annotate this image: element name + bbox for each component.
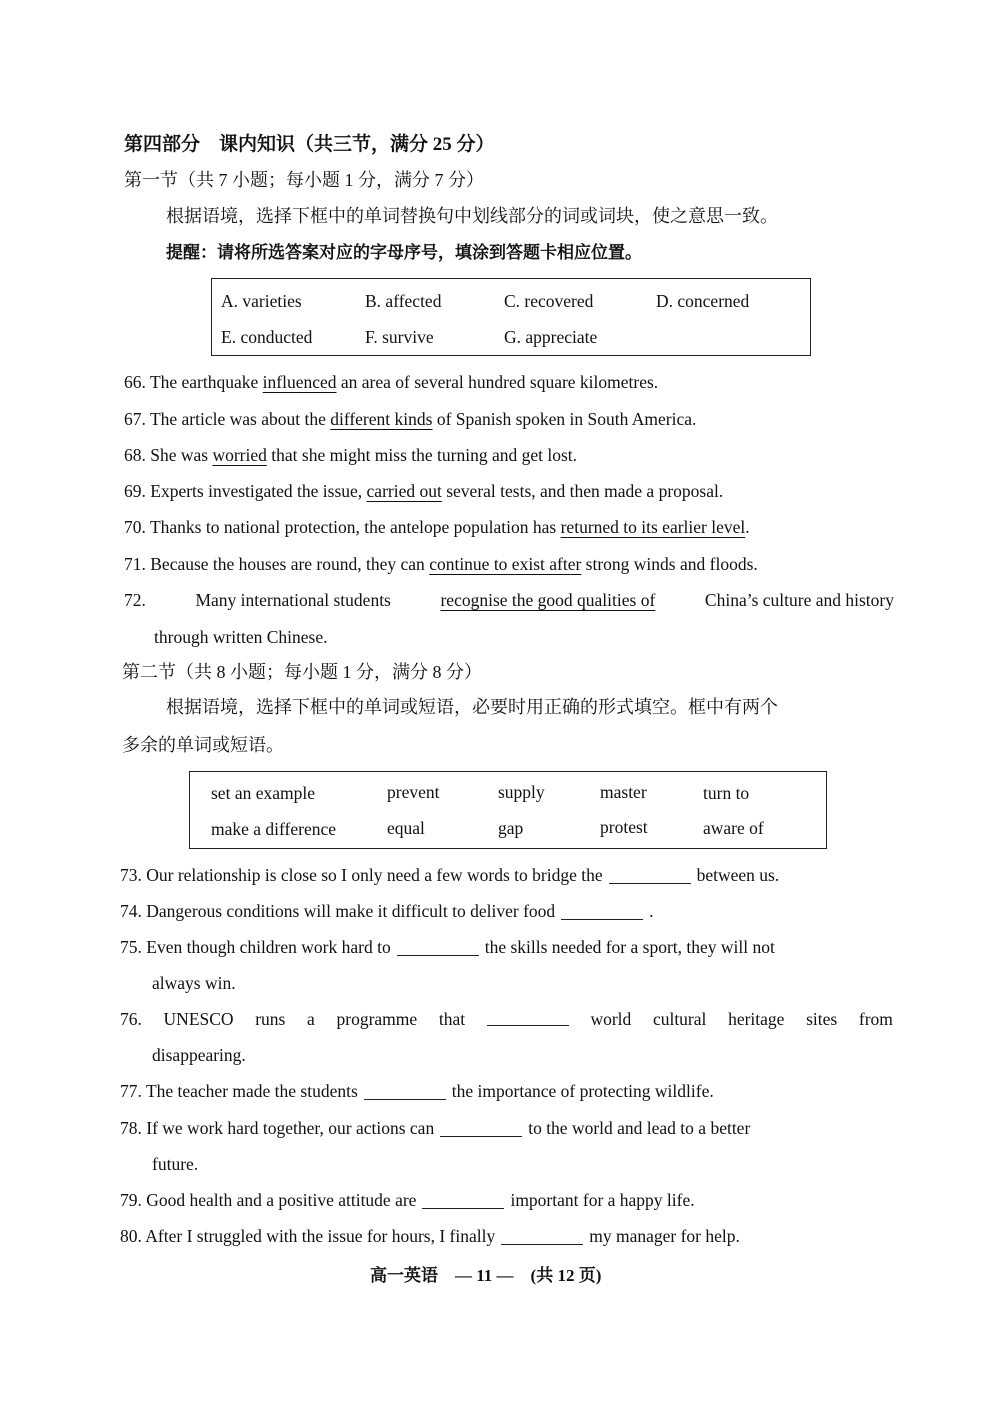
answer-blank	[440, 1122, 522, 1137]
underlined-phrase: continue to exist after	[429, 554, 582, 574]
question-76-line2: disappearing.	[152, 1045, 246, 1065]
section1-title: 第一节（共 7 小题；每小题 1 分，满分 7 分）	[124, 170, 484, 190]
option-a: A. varieties	[221, 291, 302, 311]
answer-blank	[501, 1230, 583, 1245]
answer-blank	[422, 1194, 504, 1209]
word-aware-of: aware of	[703, 818, 764, 838]
word-master: master	[600, 782, 647, 802]
word-bank-box	[189, 771, 827, 849]
question-78-line2: future.	[152, 1154, 199, 1174]
underlined-phrase: influenced	[262, 372, 337, 392]
underlined-phrase: carried out	[366, 481, 442, 501]
section1-reminder: 提醒：请将所选答案对应的字母序号，填涂到答题卡相应位置。	[166, 243, 642, 262]
question-77: 77. The teacher made the students the importance of protecting wildlife.	[120, 1081, 714, 1101]
underlined-phrase: recognise the good qualities of	[440, 590, 656, 610]
underlined-phrase: worried	[212, 445, 267, 465]
word-equal: equal	[387, 818, 425, 838]
answer-blank	[561, 905, 643, 920]
question-67: 67. The article was about the different kinds of Spanish spoken in South America.	[124, 409, 697, 429]
question-76: 76. UNESCO runs a programme that world cultural heritage sites from	[120, 1009, 893, 1029]
section1-instruction: 根据语境，选择下框中的单词替换句中划线部分的词或词块，使之意思一致。	[166, 206, 778, 226]
option-g: G. appreciate	[504, 327, 598, 347]
question-72-line2: through written Chinese.	[154, 627, 328, 647]
question-73: 73. Our relationship is close so I only need a few words to bridge the between us.	[120, 865, 780, 885]
question-66: 66. The earthquake influenced an area of several hundred square kilometres.	[124, 372, 659, 392]
question-69: 69. Experts investigated the issue, carried out several tests, and then made a proposal.	[124, 481, 724, 501]
answer-blank	[397, 941, 479, 956]
question-80: 80. After I struggled with the issue for hours, I finally my manager for help.	[120, 1226, 740, 1246]
question-79: 79. Good health and a positive attitude are important for a happy life.	[120, 1190, 695, 1210]
section2-instruction: 根据语境，选择下框中的单词或短语，必要时用正确的形式填空。框中有两个	[166, 697, 778, 717]
option-d: D. concerned	[656, 291, 750, 311]
option-e: E. conducted	[221, 327, 313, 347]
word-prevent: prevent	[387, 782, 440, 802]
option-f: F. survive	[365, 327, 434, 347]
question-71: 71. Because the houses are round, they can continue to exist after strong winds and floods.	[124, 554, 758, 574]
question-75: 75. Even though children work hard to the skills needed for a sport, they will not	[120, 937, 775, 957]
section2-title: 第二节（共 8 小题；每小题 1 分，满分 8 分）	[122, 662, 482, 682]
options-box	[211, 278, 811, 356]
word-make-a-difference: make a difference	[211, 819, 337, 839]
option-c: C. recovered	[504, 291, 594, 311]
word-turn-to: turn to	[703, 783, 750, 803]
word-protest: protest	[600, 817, 648, 837]
question-72: 72. Many international students recognise the good qualities of China’s culture and history	[124, 590, 894, 610]
question-74: 74. Dangerous conditions will make it difficult to deliver food .	[120, 901, 654, 921]
word-gap: gap	[498, 818, 524, 838]
page-footer: 高一英语 — 11 — (共 12 页)	[370, 1266, 602, 1285]
option-b: B. affected	[365, 291, 442, 311]
question-75-line2: always win.	[152, 973, 236, 993]
answer-blank	[487, 1011, 569, 1026]
answer-blank	[609, 869, 691, 884]
question-70: 70. Thanks to national protection, the antelope population has returned to its earlier level.	[124, 517, 750, 537]
part-title: 第四部分 课内知识（共三节，满分 25 分）	[124, 134, 495, 155]
word-supply: supply	[498, 782, 545, 802]
answer-blank	[364, 1085, 446, 1100]
section2-instruction-line2: 多余的单词或短语。	[122, 735, 284, 755]
word-set-an-example: set an example	[211, 783, 315, 803]
underlined-phrase: different kinds	[330, 409, 433, 429]
question-68: 68. She was worried that she might miss the turning and get lost.	[124, 445, 578, 465]
question-78: 78. If we work hard together, our actions can to the world and lead to a better	[120, 1118, 751, 1138]
underlined-phrase: returned to its earlier level	[560, 517, 746, 537]
